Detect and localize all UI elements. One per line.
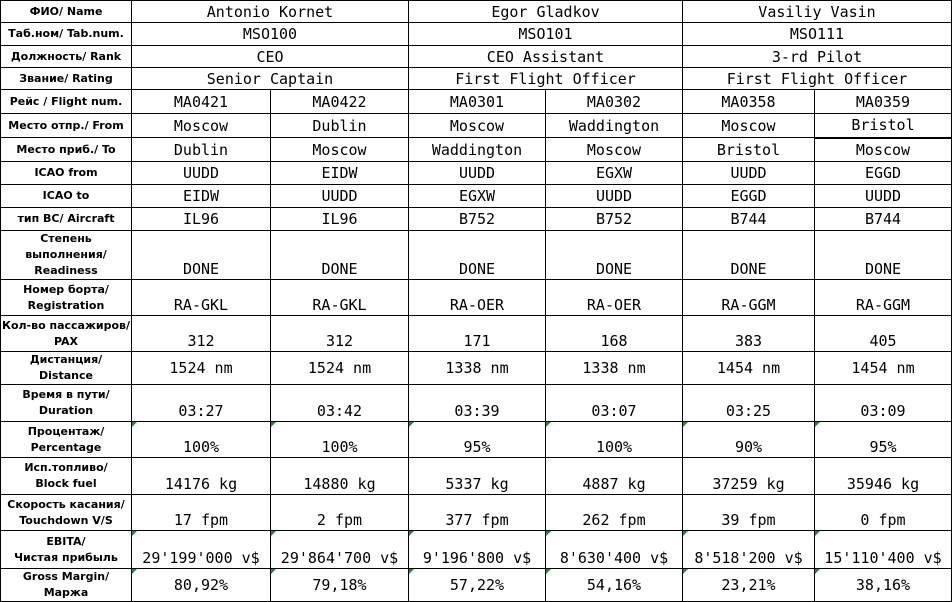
flight-flight-cell: MA0358	[683, 90, 815, 114]
flight-flight-cell: MA0301	[409, 90, 546, 114]
flight-readiness-cell: DONE	[683, 231, 815, 280]
flight-registration-cell: RA-GGM	[815, 280, 952, 316]
flight-margin-cell: 57,22%	[409, 569, 546, 602]
flight-to-cell: Moscow	[271, 138, 409, 162]
flight-flight-cell: MA0302	[546, 90, 683, 114]
flight-icao-from-cell: EGGD	[815, 162, 952, 185]
flight-touchdown-cell: 39 fpm	[683, 495, 815, 531]
label-line: Номер борта/	[23, 282, 109, 296]
flight-readiness-cell: DONE	[546, 231, 683, 280]
label-fuel	[1, 458, 132, 495]
flight-to-cell: Bristol	[683, 138, 815, 162]
row-margin	[1, 569, 952, 602]
flight-aircraft-cell: B752	[546, 208, 683, 231]
label-distance: Дистанция/ Distance	[1, 352, 132, 385]
label-line: EBITA/	[46, 534, 86, 548]
label-icao-from: ICAO from	[1, 162, 132, 185]
flight-icao-from-cell: UUDD	[409, 162, 546, 185]
pilot-rating-cell: First Flight Officer	[683, 68, 952, 90]
flight-fuel-cell: 35946 kg	[815, 458, 952, 495]
label-position: Должность/ Rank	[1, 46, 132, 68]
flight-icao-to-cell: UUDD	[546, 185, 683, 208]
flight-aircraft-cell: B744	[683, 208, 815, 231]
flight-to-cell: Moscow	[815, 138, 952, 162]
label-line: Readiness	[34, 264, 98, 277]
row-touchdown	[1, 495, 952, 531]
flight-margin-cell: 79,18%	[271, 569, 409, 602]
flight-pax-cell: 168	[546, 316, 683, 352]
flight-aircraft-cell: B752	[409, 208, 546, 231]
flight-duration-cell: 03:25	[683, 385, 815, 422]
flight-registration-cell: RA-OER	[409, 280, 546, 316]
flight-touchdown-cell: 0 fpm	[815, 495, 952, 531]
flight-flight-cell: MA0421	[132, 90, 271, 114]
pilot-tabnum-cell: MSO111	[683, 23, 952, 46]
label-line: Block fuel	[35, 477, 97, 490]
label-to: Место приб./ To	[1, 138, 132, 162]
flight-pax-cell: 383	[683, 316, 815, 352]
flight-icao-to-cell: EGXW	[409, 185, 546, 208]
label-line: Touchdown V/S	[19, 513, 113, 527]
flight-icao-to-cell: UUDD	[271, 185, 409, 208]
flight-readiness-cell: DONE	[271, 231, 409, 280]
label-line: Чистая прибыль	[14, 550, 118, 564]
flight-touchdown-cell: 377 fpm	[409, 495, 546, 531]
label-line: Исп.топливо/	[24, 461, 108, 474]
row-rating	[1, 68, 952, 90]
flight-fuel-cell: 5337 kg	[409, 458, 546, 495]
flight-from-cell: Moscow	[683, 114, 815, 138]
flight-margin-cell: 80,92%	[132, 569, 271, 602]
pilot-tabnum-cell: MSO101	[409, 23, 683, 46]
flight-pax-cell: 312	[132, 316, 271, 352]
label-percentage	[1, 422, 132, 458]
flight-from-cell: Dublin	[271, 114, 409, 138]
flight-from-cell: Bristol	[815, 114, 952, 138]
flight-margin-cell: 54,16%	[546, 569, 683, 602]
pilot-rating-cell: First Flight Officer	[409, 68, 683, 90]
flight-registration-cell: RA-GKL	[271, 280, 409, 316]
pilot-position-cell: CEO Assistant	[409, 46, 683, 68]
label-tabnum: Таб.ном/ Tab.num.	[1, 23, 132, 46]
label-line: Percentage	[30, 440, 102, 454]
flight-aircraft-cell: IL96	[271, 208, 409, 231]
label-ebita	[1, 531, 132, 569]
flight-pax-cell: 171	[409, 316, 546, 352]
label-rating: Звание/ Rating	[1, 68, 132, 90]
flight-distance-cell: 1454 nm	[815, 352, 952, 385]
flight-aircraft-cell: B744	[815, 208, 952, 231]
label-line: Скорость касания/	[7, 497, 125, 511]
flight-distance-cell: 1338 nm	[409, 352, 546, 385]
label-duration	[1, 385, 132, 422]
pilot-rating-cell: Senior Captain	[132, 68, 409, 90]
row-distance	[1, 352, 952, 385]
flight-readiness-cell: DONE	[409, 231, 546, 280]
flight-distance-cell: 1454 nm	[683, 352, 815, 385]
flight-registration-cell: RA-GKL	[132, 280, 271, 316]
flight-to-cell: Moscow	[546, 138, 683, 162]
flight-from-cell: Moscow	[132, 114, 271, 138]
flight-icao-from-cell: UUDD	[132, 162, 271, 185]
pilot-name-cell: Antonio Kornet	[132, 1, 409, 23]
label-registration	[1, 280, 132, 316]
flight-icao-to-cell: EGGD	[683, 185, 815, 208]
row-readiness	[1, 231, 952, 280]
row-ebita	[1, 531, 952, 569]
label-flight: Рейс / Flight num.	[1, 90, 132, 114]
label-pax	[1, 316, 132, 352]
flight-touchdown-cell: 17 fpm	[132, 495, 271, 531]
flight-percentage-cell: 100%	[132, 422, 271, 458]
label-line: PAX	[53, 334, 79, 348]
row-fuel	[1, 458, 952, 495]
pilot-name-cell: Vasiliy Vasin	[683, 1, 952, 23]
label-touchdown	[1, 495, 132, 531]
label-line: Степень выполнения/	[25, 232, 107, 261]
flight-margin-cell: 38,16%	[815, 569, 952, 602]
label-from: Место отпр./ From	[1, 114, 132, 138]
flight-fuel-cell: 14880 kg	[271, 458, 409, 495]
flight-duration-cell: 03:42	[271, 385, 409, 422]
flight-to-cell: Dublin	[132, 138, 271, 162]
flight-pax-cell: 312	[271, 316, 409, 352]
flight-fuel-cell: 14176 kg	[132, 458, 271, 495]
label-line: Кол-во пассажиров/	[1, 318, 131, 332]
flight-touchdown-cell: 2 fpm	[271, 495, 409, 531]
flight-ebita-cell: 8'630'400 v$	[546, 531, 683, 569]
row-icao-from	[1, 162, 952, 185]
flight-icao-to-cell: EIDW	[132, 185, 271, 208]
flight-readiness-cell: DONE	[132, 231, 271, 280]
flight-icao-from-cell: UUDD	[683, 162, 815, 185]
flight-registration-cell: RA-OER	[546, 280, 683, 316]
flight-ebita-cell: 8'518'200 v$	[683, 531, 815, 569]
flight-ebita-cell: 29'199'000 v$	[132, 531, 271, 569]
flight-percentage-cell: 95%	[409, 422, 546, 458]
row-tabnum	[1, 23, 952, 46]
flight-percentage-cell: 100%	[546, 422, 683, 458]
label-line: Время в пути/	[22, 388, 110, 401]
label-readiness	[1, 231, 132, 280]
flight-percentage-cell: 95%	[815, 422, 952, 458]
flight-icao-to-cell: UUDD	[815, 185, 952, 208]
flight-touchdown-cell: 262 fpm	[546, 495, 683, 531]
row-pax	[1, 316, 952, 352]
flight-to-cell: Waddington	[409, 138, 546, 162]
row-aircraft	[1, 208, 952, 231]
row-percentage	[1, 422, 952, 458]
flight-duration-cell: 03:27	[132, 385, 271, 422]
row-icao-to	[1, 185, 952, 208]
flight-duration-cell: 03:09	[815, 385, 952, 422]
row-from	[1, 114, 952, 138]
row-name	[1, 1, 952, 23]
pilot-name-cell: Egor Gladkov	[409, 1, 683, 23]
flight-percentage-cell: 100%	[271, 422, 409, 458]
flight-from-cell: Waddington	[546, 114, 683, 138]
row-to	[1, 138, 952, 162]
row-flight	[1, 90, 952, 114]
flight-icao-from-cell: EIDW	[271, 162, 409, 185]
label-margin: Gross Margin/ Маржа	[1, 569, 132, 602]
flight-fuel-cell: 37259 kg	[683, 458, 815, 495]
flight-readiness-cell: DONE	[815, 231, 952, 280]
flight-from-cell: Moscow	[409, 114, 546, 138]
label-aircraft: тип ВС/ Aircraft	[1, 208, 132, 231]
flight-margin-cell: 23,21%	[683, 569, 815, 602]
pilot-position-cell: CEO	[132, 46, 409, 68]
row-duration	[1, 385, 952, 422]
label-line: Duration	[38, 404, 94, 417]
flight-duration-cell: 03:39	[409, 385, 546, 422]
label-icao-to: ICAO to	[1, 185, 132, 208]
flight-ebita-cell: 9'196'800 v$	[409, 531, 546, 569]
flight-ebita-cell: 15'110'400 v$	[815, 531, 952, 569]
flight-distance-cell: 1524 nm	[271, 352, 409, 385]
flight-flight-cell: MA0422	[271, 90, 409, 114]
flight-aircraft-cell: IL96	[132, 208, 271, 231]
row-position	[1, 46, 952, 68]
flight-icao-from-cell: EGXW	[546, 162, 683, 185]
flight-flight-cell: MA0359	[815, 90, 952, 114]
label-name: ФИО/ Name	[1, 1, 132, 23]
flight-duration-cell: 03:07	[546, 385, 683, 422]
pilot-position-cell: 3-rd Pilot	[683, 46, 952, 68]
row-registration	[1, 280, 952, 316]
flight-distance-cell: 1338 nm	[546, 352, 683, 385]
flight-fuel-cell: 4887 kg	[546, 458, 683, 495]
flight-pax-cell: 405	[815, 316, 952, 352]
label-line: Registration	[27, 298, 105, 312]
flight-percentage-cell: 90%	[683, 422, 815, 458]
label-line: Процентаж/	[27, 424, 105, 438]
pilot-tabnum-cell: MSO100	[132, 23, 409, 46]
flight-distance-cell: 1524 nm	[132, 352, 271, 385]
flight-ebita-cell: 29'864'700 v$	[271, 531, 409, 569]
flight-registration-cell: RA-GGM	[683, 280, 815, 316]
